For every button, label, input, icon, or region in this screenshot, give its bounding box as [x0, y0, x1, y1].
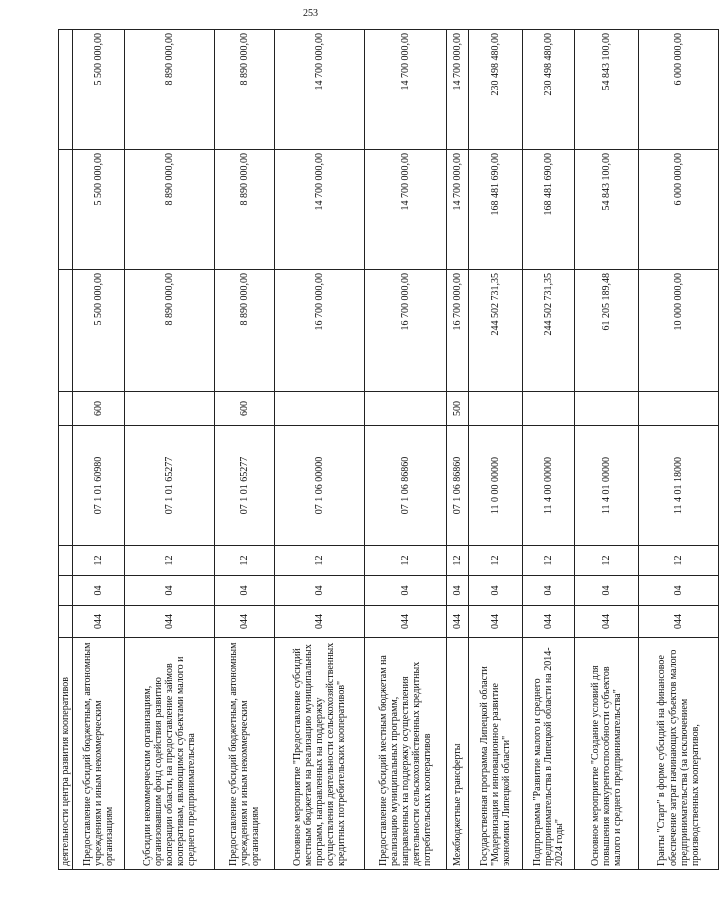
section-code: 04 [575, 576, 639, 606]
amount-a: 16 700 000,00 [365, 270, 447, 392]
section-code: 04 [469, 576, 523, 606]
table-row [275, 30, 365, 870]
admin-code: 044 [215, 606, 275, 638]
section-code: 04 [275, 576, 365, 606]
table-row [365, 30, 447, 870]
admin-code: 044 [523, 606, 575, 638]
expense-type [365, 392, 447, 426]
table-row [73, 30, 125, 870]
amount-b: 5 500 000,00 [73, 150, 125, 270]
row-name: Основное мероприятие "Предоставление субсидий местным бюджетам на реализацию муниципальных программ, направленных на поддержку осуществления деятельности сельскохозяйственных кредитных потребительских кооперативов" [275, 638, 365, 870]
rotated-table-container [58, 30, 701, 870]
amount-a: 16 700 000,00 [447, 270, 469, 392]
amount-b: 14 700 000,00 [447, 150, 469, 270]
expense-type: 600 [215, 392, 275, 426]
target-article: 07 1 06 86860 [365, 426, 447, 546]
amount-b: 6 000 000,00 [639, 150, 719, 270]
table-row [447, 30, 469, 870]
amount-a: 10 000 000,00 [639, 270, 719, 392]
subsection-code: 12 [125, 546, 215, 576]
top-row-text: деятельности центра развития кооперативов [59, 638, 73, 870]
target-article: 07 1 01 65277 [215, 426, 275, 546]
admin-code: 044 [469, 606, 523, 638]
subsection-code: 12 [73, 546, 125, 576]
subsection-code: 12 [639, 546, 719, 576]
subsection-code: 12 [469, 546, 523, 576]
amount-c: 14 700 000,00 [365, 30, 447, 150]
row-name: Субсидии некоммерческим организациям, организовавшим фонд содействия развитию кооперации области, на предоставление займов кооперативам, являющимся субъектами малого и среднего предпринимательства [125, 638, 215, 870]
table-row [523, 30, 575, 870]
target-article: 11 4 01 18000 [639, 426, 719, 546]
row-name: Межбюджетные трансферты [447, 638, 469, 870]
amount-c: 8 890 000,00 [215, 30, 275, 150]
row-name: Гранты "Старт" в форме субсидий на финансовое обеспечение затрат начинающих субъектов малого предпринимательства (за исключением производственных кооперативов, [639, 638, 719, 870]
row-name: Предоставление субсидий бюджетным, автономным учреждениям и иным некоммерческим организациям [73, 638, 125, 870]
amount-b: 168 481 690,00 [469, 150, 523, 270]
subsection-code: 12 [275, 546, 365, 576]
expense-type [523, 392, 575, 426]
amount-a: 8 890 000,00 [215, 270, 275, 392]
table-row [469, 30, 523, 870]
amount-b: 14 700 000,00 [275, 150, 365, 270]
amount-c: 14 700 000,00 [275, 30, 365, 150]
admin-code: 044 [575, 606, 639, 638]
subsection-code: 12 [365, 546, 447, 576]
target-article: 07 1 06 00000 [275, 426, 365, 546]
target-article: 07 1 01 65277 [125, 426, 215, 546]
row-name: Государственная программа Липецкой области "Модернизация и инновационное развитие экономики Липецкой области" [469, 638, 523, 870]
amount-a: 5 500 000,00 [73, 270, 125, 392]
admin-code: 044 [125, 606, 215, 638]
amount-a: 16 700 000,00 [275, 270, 365, 392]
subsection-code: 12 [215, 546, 275, 576]
admin-code: 044 [365, 606, 447, 638]
target-article: 07 1 01 60980 [73, 426, 125, 546]
amount-a: 244 502 731,35 [469, 270, 523, 392]
amount-c: 6 000 000,00 [639, 30, 719, 150]
row-name: Предоставление субсидий бюджетным, автономным учреждениям и иным некоммерческим организациям [215, 638, 275, 870]
table-row [575, 30, 639, 870]
row-name: Предоставление субсидий местным бюджетам на реализацию муниципальных программ, направленных на поддержку осуществления деятельности сельскохозяйственных кредитных потребительских кооперативов [365, 638, 447, 870]
amount-b: 14 700 000,00 [365, 150, 447, 270]
amount-a: 244 502 731,35 [523, 270, 575, 392]
amount-a: 61 205 189,48 [575, 270, 639, 392]
table-row [125, 30, 215, 870]
section-code: 04 [523, 576, 575, 606]
admin-code: 044 [639, 606, 719, 638]
subsection-code: 12 [523, 546, 575, 576]
budget-table [58, 29, 719, 870]
admin-code: 044 [73, 606, 125, 638]
expense-type: 600 [73, 392, 125, 426]
section-code: 04 [447, 576, 469, 606]
amount-b: 54 843 100,00 [575, 150, 639, 270]
subsection-code: 12 [447, 546, 469, 576]
table-row [215, 30, 275, 870]
amount-c: 8 890 000,00 [125, 30, 215, 150]
row-name: Подпрограмма "Развитие малого и среднего предпринимательства в Липецкой области на 2014-2024 годы" [523, 638, 575, 870]
section-code: 04 [73, 576, 125, 606]
amount-c: 5 500 000,00 [73, 30, 125, 150]
section-code: 04 [215, 576, 275, 606]
amount-a: 8 890 000,00 [125, 270, 215, 392]
target-article: 07 1 06 86860 [447, 426, 469, 546]
target-article: 11 0 00 00000 [469, 426, 523, 546]
section-code: 04 [639, 576, 719, 606]
table-row [639, 30, 719, 870]
table-row-top [59, 30, 73, 870]
target-article: 11 4 01 00000 [575, 426, 639, 546]
amount-b: 168 481 690,00 [523, 150, 575, 270]
page-number: 253 [303, 8, 318, 19]
subsection-code: 12 [575, 546, 639, 576]
expense-type [639, 392, 719, 426]
amount-c: 14 700 000,00 [447, 30, 469, 150]
expense-type: 500 [447, 392, 469, 426]
admin-code: 044 [275, 606, 365, 638]
amount-b: 8 890 000,00 [125, 150, 215, 270]
amount-c: 54 843 100,00 [575, 30, 639, 150]
expense-type [575, 392, 639, 426]
section-code: 04 [365, 576, 447, 606]
row-name: Основное мероприятие "Создание условий для повышения конкурентоспособности субъектов малого и среднего предпринимательства" [575, 638, 639, 870]
expense-type [469, 392, 523, 426]
expense-type [125, 392, 215, 426]
expense-type [275, 392, 365, 426]
admin-code: 044 [447, 606, 469, 638]
section-code: 04 [125, 576, 215, 606]
amount-b: 8 890 000,00 [215, 150, 275, 270]
target-article: 11 4 00 00000 [523, 426, 575, 546]
amount-c: 230 498 480,00 [469, 30, 523, 150]
amount-c: 230 498 480,00 [523, 30, 575, 150]
